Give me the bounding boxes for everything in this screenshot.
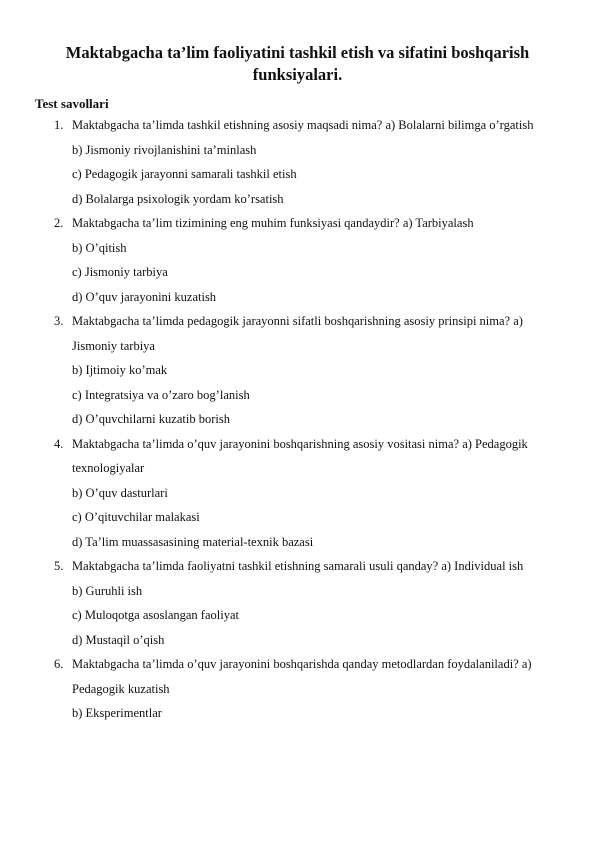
question-text: Maktabgacha ta’limda tashkil etishning asosiy maqsadi nima? a) Bolalarni bilimga o’rgatish xyxy=(72,118,534,132)
question-text: Maktabgacha ta’limda pedagogik jarayonni sifatli boshqarishning asosiy prinsipi nima? a) Jismoniy tarbiya xyxy=(72,314,523,353)
question-body xyxy=(72,554,542,652)
question-number: 6. xyxy=(54,657,64,671)
answer-option: b) Eksperimentlar xyxy=(72,706,162,720)
question-item xyxy=(0,432,595,555)
answer-option: c) Integratsiya va o’zaro bog’lanish xyxy=(72,387,250,402)
question-number: 5. xyxy=(54,559,64,573)
section-heading: Test savollari xyxy=(35,96,109,111)
answer-option: c) O’qituvchilar malakasi xyxy=(72,510,200,524)
question-item xyxy=(0,211,595,309)
question-body xyxy=(72,309,542,432)
question-item xyxy=(0,309,595,432)
question-number: 2. xyxy=(54,216,64,230)
question-body xyxy=(72,432,542,555)
question-item xyxy=(0,113,595,211)
answer-option: b) Jismoniy rivojlanishini ta’minlash xyxy=(72,142,257,157)
document-title: Maktabgacha ta’lim faoliyatini tashkil etish va sifatini boshqarish funksiyalari. xyxy=(65,43,530,84)
question-body xyxy=(72,211,542,309)
question-body xyxy=(72,113,542,211)
question-number: 3. xyxy=(54,314,64,328)
answer-option: d) Bolalarga psixologik yordam ko’rsatish xyxy=(72,191,284,206)
answer-option: d) O’quvchilarni kuzatib borish xyxy=(72,412,230,426)
answer-option: d) O’quv jarayonini kuzatish xyxy=(72,289,217,304)
question-text: Maktabgacha ta’limda faoliyatni tashkil etishning samarali usuli qanday? a) Individual ish xyxy=(72,559,524,573)
question-text: Maktabgacha ta’limda o’quv jarayonini boshqarishda qanday metodlardan foydalaniladi? a) Pedagogik kuzatish xyxy=(72,657,532,696)
answer-option: c) Jismoniy tarbiya xyxy=(72,265,168,279)
answer-option: b) O’qitish xyxy=(72,240,127,255)
question-number: 4. xyxy=(54,436,64,451)
answer-option: c) Muloqotga asoslangan faoliyat xyxy=(72,608,239,622)
answer-option: c) Pedagogik jarayonni samarali tashkil etish xyxy=(72,167,297,181)
question-number: 1. xyxy=(54,118,64,132)
question-text: Maktabgacha ta’lim tizimining eng muhim funksiyasi qandaydir? a) Tarbiyalash xyxy=(72,216,474,230)
question-list xyxy=(0,113,595,726)
answer-option: b) Guruhli ish xyxy=(72,583,143,598)
question-body xyxy=(72,652,542,726)
answer-option: d) Ta’lim muassasasining material-texnik bazasi xyxy=(72,534,314,549)
question-item xyxy=(0,652,595,726)
question-item xyxy=(0,554,595,652)
answer-option: d) Mustaqil o’qish xyxy=(72,632,165,647)
answer-option: b) O’quv dasturlari xyxy=(72,485,168,500)
question-text: Maktabgacha ta’limda o’quv jarayonini boshqarishning asosiy vositasi nima? a) Pedagogik texnologiyalar xyxy=(72,436,528,475)
answer-option: b) Ijtimoiy ko’mak xyxy=(72,363,168,377)
